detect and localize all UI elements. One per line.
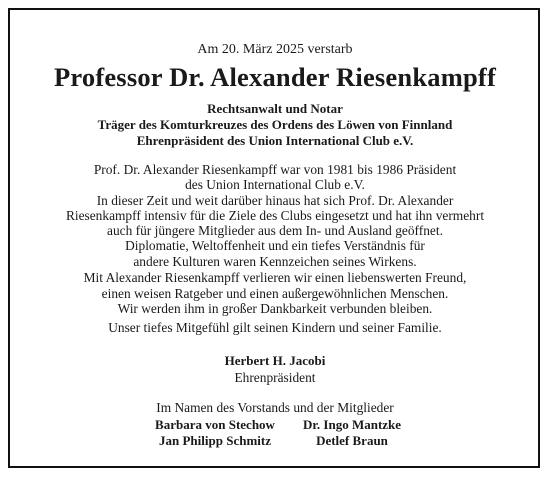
body-line: Mit Alexander Riesenkampff verlieren wir einen liebenswerten Freund, <box>83 270 467 285</box>
board-member-name: Dr. Ingo Mantzke <box>302 417 402 432</box>
body-line: Prof. Dr. Alexander Riesenkampff war von 1981 bis 1986 Präsident <box>93 162 457 177</box>
death-date-line: Am 20. März 2025 verstarb <box>197 42 353 57</box>
body-line: Wir werden ihm in großer Dankbarkeit verbunden bleiben. <box>117 301 433 316</box>
body-line: Unser tiefes Mitgefühl gilt seinen Kindern und seiner Familie. <box>108 320 442 335</box>
on-behalf-line: Im Namen des Vorstands und der Mitglieder <box>156 400 394 415</box>
body-line: andere Kulturen waren Kennzeichen seines Wirkens. <box>133 254 417 269</box>
body-line: Riesenkampff intensiv für die Ziele des Clubs eingesetzt und hat ihn vermehrt <box>65 208 485 223</box>
board-member-name: Detlef Braun <box>316 433 388 448</box>
board-member-name: Jan Philipp Schmitz <box>159 433 271 448</box>
title-profession: Rechtsanwalt und Notar <box>207 101 343 116</box>
title-honorary: Ehrenpräsident des Union International Club e.V. <box>136 133 414 148</box>
signatory-role: Ehrenpräsident <box>234 370 316 385</box>
board-member-name: Barbara von Stechow <box>155 417 275 432</box>
title-order: Träger des Komturkreuzes des Ordens des Löwen von Finnland <box>97 117 453 132</box>
body-line: In dieser Zeit und weit darüber hinaus hat sich Prof. Dr. Alexander <box>96 193 454 208</box>
body-line: einen weisen Ratgeber und einen außergewöhnlichen Menschen. <box>101 286 449 301</box>
body-line: Diplomatie, Weltoffenheit und ein tiefes Verständnis für <box>125 238 425 253</box>
body-line: auch für jüngere Mitglieder aus dem In- und Ausland geöffnet. <box>107 223 443 238</box>
body-line: des Union International Club e.V. <box>185 177 365 192</box>
signatory-name: Herbert H. Jacobi <box>224 353 326 368</box>
deceased-name: Professor Dr. Alexander Riesenkampff <box>54 62 496 92</box>
